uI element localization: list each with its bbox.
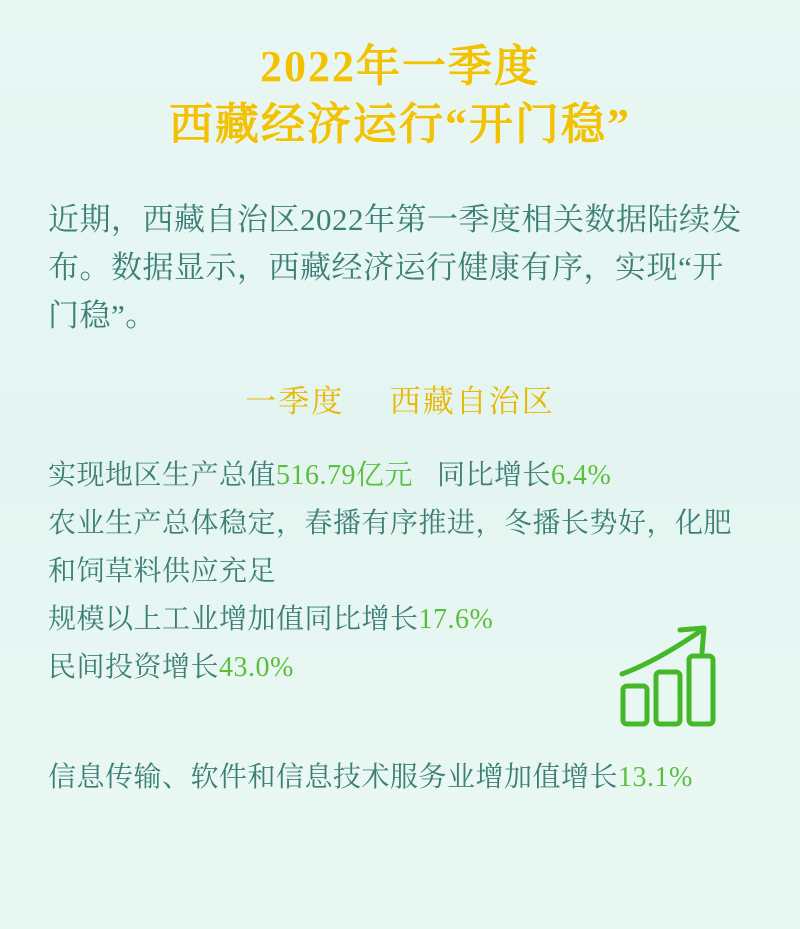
fact-gdp-value: 516.79亿元 [276, 460, 414, 491]
section-heading-left: 一季度 [245, 384, 345, 419]
fact-industry-value: 17.6% [418, 604, 494, 635]
fact-gdp [48, 452, 752, 500]
fact-private-investment-value: 43.0% [219, 652, 294, 683]
fact-industry-label: 规模以上工业增加值同比增长 [48, 604, 419, 635]
section-heading [48, 380, 752, 424]
title-line-2: 西藏经济运行“开门稳” [169, 100, 631, 149]
fact-agriculture: 农业生产总体稳定，春播有序推进，冬播长势好，化肥和饲草料供应充足 [48, 508, 733, 587]
fact-it-services-text [48, 754, 752, 802]
fact-it-services [48, 754, 752, 802]
intro-paragraph: 近期，西藏自治区2022年第一季度相关数据陆续发布。数据显示，西藏经济运行健康有序，实现“开门稳”。 [48, 202, 742, 333]
fact-private-investment-label: 民间投资增长 [48, 652, 220, 683]
title-line-1: 2022年一季度 [260, 42, 540, 91]
fact-it-services-label: 信息传输、软件和信息技术服务业增加值增长 [48, 762, 619, 793]
fact-gdp-label: 实现地区生产总值 [48, 460, 277, 491]
growth-bar-chart-icon [618, 624, 728, 734]
fact-gdp-growth-value: 6.4% [551, 460, 612, 491]
page-title [48, 0, 752, 154]
section-heading-right: 西藏自治区 [389, 384, 555, 419]
fact-it-services-value: 13.1% [618, 762, 693, 793]
fact-gdp-growth-label: 同比增长 [437, 460, 552, 491]
